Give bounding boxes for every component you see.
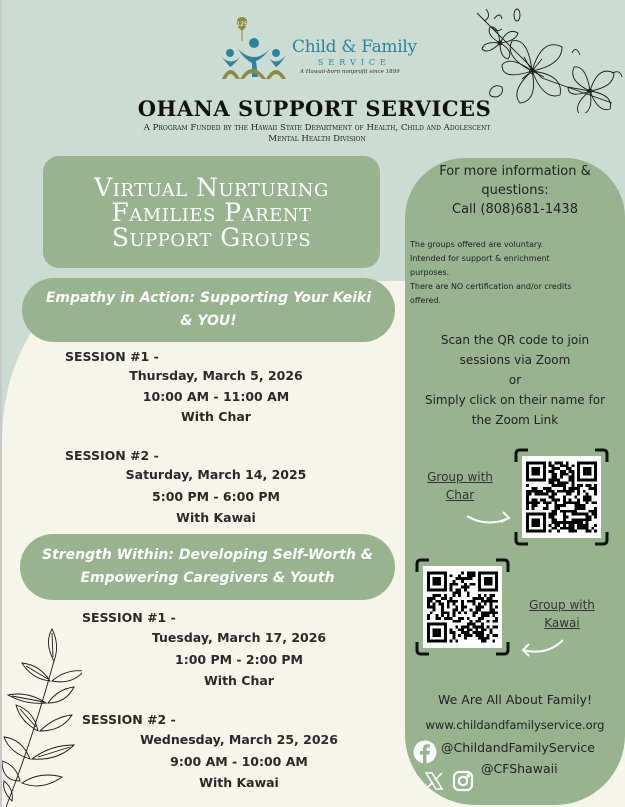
footer-slogan: We Are All About Family! — [437, 692, 592, 707]
instagram-icon[interactable] — [452, 770, 474, 792]
link-line-2[interactable]: Char — [445, 488, 475, 502]
note-line: purposes. — [410, 268, 450, 277]
link-line-1[interactable]: Group with — [529, 598, 595, 612]
scan-line-2: sessions via Zoom — [459, 353, 571, 367]
session-date: Saturday, March 14, 2025 — [125, 467, 307, 482]
group-1-title-line-2: & YOU! — [180, 313, 237, 329]
group-2-title — [20, 534, 395, 600]
info-line-1: For more information & — [439, 164, 591, 179]
x-instagram-handle[interactable]: @CFShawaii — [481, 761, 558, 776]
info-panel — [405, 158, 625, 805]
session-date: Wednesday, March 25, 2026 — [140, 732, 338, 747]
qr-code-char[interactable] — [514, 448, 609, 546]
note-line: The groups offered are voluntary. — [410, 240, 544, 249]
group-1-title-line-1: Empathy in Action: Supporting Your Keiki — [45, 290, 372, 306]
qr-code-kawai[interactable] — [415, 558, 510, 656]
logo-service: SERVICE — [317, 58, 391, 67]
main-title-box — [43, 156, 380, 268]
leaf-branch-illustration-icon — [2, 621, 82, 807]
x-twitter-icon[interactable] — [424, 771, 444, 791]
website-link[interactable]: www.childandfamilyservice.org — [425, 718, 605, 732]
session-time: 10:00 AM - 11:00 AM — [142, 389, 290, 404]
session-date: Tuesday, March 17, 2026 — [151, 630, 327, 645]
note-line: offered. — [410, 296, 441, 305]
facebook-handle[interactable]: @ChildandFamilyService — [441, 740, 595, 755]
subtitle-line-1: A Program Funded by the Hawaii State Department of Health, Child and Adolescent — [143, 123, 491, 133]
session-label: SESSION #2 - — [65, 448, 159, 463]
info-line-2: questions: — [481, 183, 549, 198]
session-label: SESSION #1 - — [65, 349, 159, 364]
arrow-left-icon — [517, 636, 567, 658]
child-family-service-logo — [216, 15, 416, 85]
session-label: SESSION #2 - — [82, 712, 176, 727]
session-label: SESSION #1 - — [82, 610, 176, 625]
session-facilitator: With Kawai — [176, 510, 256, 525]
subtitle-line-2: Mental Health Division — [268, 134, 366, 144]
qr-code-pattern-icon — [526, 460, 597, 534]
scan-instructions — [405, 330, 625, 430]
main-title-line-3: Support Groups — [111, 222, 312, 252]
main-title-line-1: Virtual Nurturing — [94, 172, 329, 202]
session-facilitator: With Kawai — [199, 775, 279, 790]
family-figures-icon — [216, 15, 296, 85]
note-line: There are NO certification and/or credits — [410, 282, 572, 291]
group-with-char-link[interactable] — [415, 468, 505, 504]
session-facilitator: With Char — [181, 409, 251, 424]
session-time: 5:00 PM - 6:00 PM — [152, 489, 280, 504]
facebook-icon[interactable] — [413, 740, 437, 764]
group-with-kawai-link[interactable] — [517, 596, 607, 632]
group-2-title-line-2: Empowering Caregivers & Youth — [80, 570, 335, 586]
link-line-2[interactable]: Kawai — [544, 616, 580, 630]
note-line: Intended for support & enrichment — [410, 254, 550, 263]
scan-line-1: Scan the QR code to join — [440, 333, 590, 347]
logo-tagline: A Hawaii-born nonprofit since 1899 — [300, 69, 400, 75]
session-time: 1:00 PM - 2:00 PM — [175, 652, 303, 667]
scan-line-4: the Zoom Link — [471, 413, 559, 427]
arrow-right-icon — [465, 508, 515, 530]
phone-number[interactable]: Call (808)681-1438 — [452, 202, 578, 217]
session-date: Thursday, March 5, 2026 — [129, 368, 303, 383]
main-title-line-2: Families Parent — [111, 197, 312, 227]
group-1-title — [22, 278, 395, 342]
logo-name: Child & Family — [292, 37, 417, 57]
session-facilitator: With Char — [204, 673, 274, 688]
scan-line-3: Simply click on their name for — [424, 393, 606, 407]
badge-125: 125 — [236, 21, 248, 28]
disclaimer-notes — [410, 238, 620, 308]
scan-or: or — [508, 373, 522, 387]
link-line-1[interactable]: Group with — [427, 470, 493, 484]
page-subtitle — [62, 123, 572, 145]
page-title: OHANA SUPPORT SERVICES — [137, 96, 492, 121]
session-time: 9:00 AM - 10:00 AM — [170, 754, 308, 769]
qr-code-pattern-icon — [427, 570, 498, 644]
group-2-title-line-1: Strength Within: Developing Self-Worth & — [41, 547, 374, 563]
